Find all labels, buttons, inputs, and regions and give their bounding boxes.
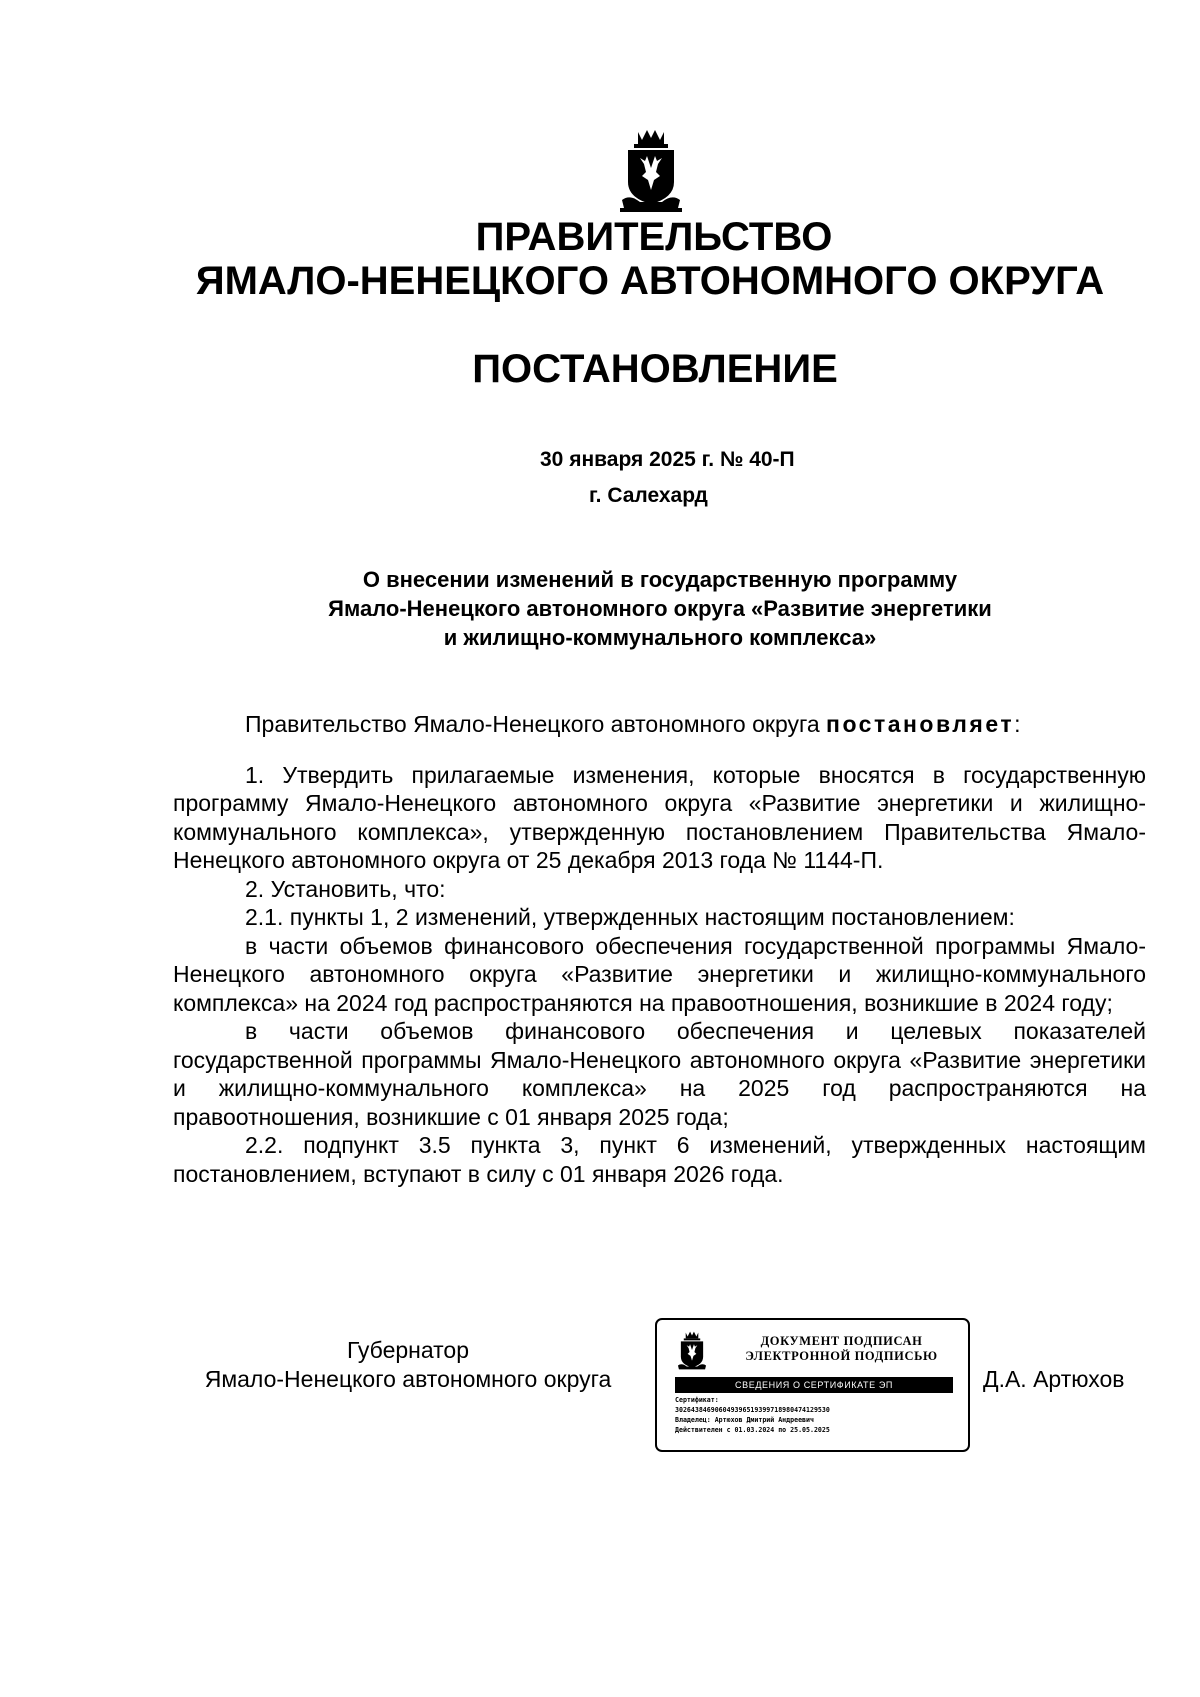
paragraph-2-1: 2.1. пункты 1, 2 изменений, утвержденных настоящим постановлением: — [245, 904, 1015, 930]
document-subject — [160, 565, 1160, 652]
document-body — [173, 710, 1146, 1188]
electronic-signature-stamp — [655, 1318, 970, 1452]
intro-end: : — [1014, 711, 1021, 737]
paragraph-2: 2. Установить, что: — [245, 875, 446, 902]
stamp-heading — [719, 1334, 964, 1364]
certificate-validity: Действителен с 01.03.2024 по 25.05.2025 — [675, 1426, 830, 1434]
yanao-coat-of-arms-icon — [620, 128, 682, 212]
government-title-line2: ЯМАЛО-НЕНЕЦКОГО АВТОНОМНОГО ОКРУГА — [195, 259, 1105, 303]
signatory-position — [173, 1336, 643, 1393]
government-title-line1: ПРАВИТЕЛЬСТВО — [475, 215, 833, 259]
intro-emphasis: постановляет — [826, 711, 1015, 737]
paragraph-2-2: 2.2. подпункт 3.5 пункта 3, пункт 6 изменений, утвержденных настоящим постановлением, вступают в силу с 01 января 2026 года. — [173, 1132, 1146, 1187]
paragraph-1: 1. Утвердить прилагаемые изменения, которые вносятся в государственную программу Ямало-Ненецкого автономного округа «Развитие энергетики и жилищно-коммунального комплекса», утвержденную постановлением Правительства Ямало-Ненецкого автономного округа от 25 декабря 2013 года № 1144-П. — [173, 761, 1146, 873]
document-city: г. Салехард — [589, 484, 708, 507]
document-date-number: 30 января 2025 г. № 40-П — [540, 448, 795, 471]
paragraph-2-1-a: в части объемов финансового обеспечения государственной программы Ямало-Ненецкого автономного округа «Развитие энергетики и жилищно-коммунального комплекса» на 2024 год распространяются на правоотношения, возникшие в 2024 году; — [173, 932, 1146, 1016]
stamp-coat-of-arms-icon — [677, 1329, 707, 1373]
stamp-details — [675, 1395, 960, 1435]
intro-text: Правительство Ямало-Ненецкого автономного округа — [245, 711, 827, 737]
position-line2: Ямало-Ненецкого автономного округа — [204, 1365, 612, 1392]
subject-line1: О внесении изменений в государственную программу — [362, 567, 958, 592]
subject-line3: и жилищно-коммунального комплекса» — [443, 625, 877, 650]
certificate-owner: Владелец: Артюхов Дмитрий Андреевич — [675, 1416, 814, 1424]
signatory-name: Д.А. Артюхов — [983, 1366, 1125, 1392]
intro-paragraph — [173, 710, 1146, 739]
stamp-heading-line1: ДОКУМЕНТ ПОДПИСАН — [760, 1334, 923, 1348]
document-type: ПОСТАНОВЛЕНИЕ — [472, 347, 838, 391]
government-title — [0, 215, 1200, 303]
subject-line2: Ямало-Ненецкого автономного округа «Развитие энергетики — [328, 596, 992, 621]
stamp-heading-line2: ЭЛЕКТРОННОЙ ПОДПИСЬЮ — [745, 1349, 938, 1363]
certificate-number: 302643846906049396519399718980474129530 — [675, 1406, 830, 1414]
certificate-label: Сертификат: — [675, 1396, 719, 1404]
paragraph-2-1-b: в части объемов финансового обеспечения и целевых показателей государственной программы Ямало-Ненецкого автономного округа «Развитие энергетики и жилищно-коммунального комплекса» на 2025 год распространяются на правоотношения, возникшие с 01 января 2025 года; — [173, 1018, 1146, 1130]
stamp-certificate-bar: СВЕДЕНИЯ О СЕРТИФИКАТЕ ЭП — [675, 1377, 953, 1393]
position-line1: Губернатор — [346, 1337, 470, 1363]
